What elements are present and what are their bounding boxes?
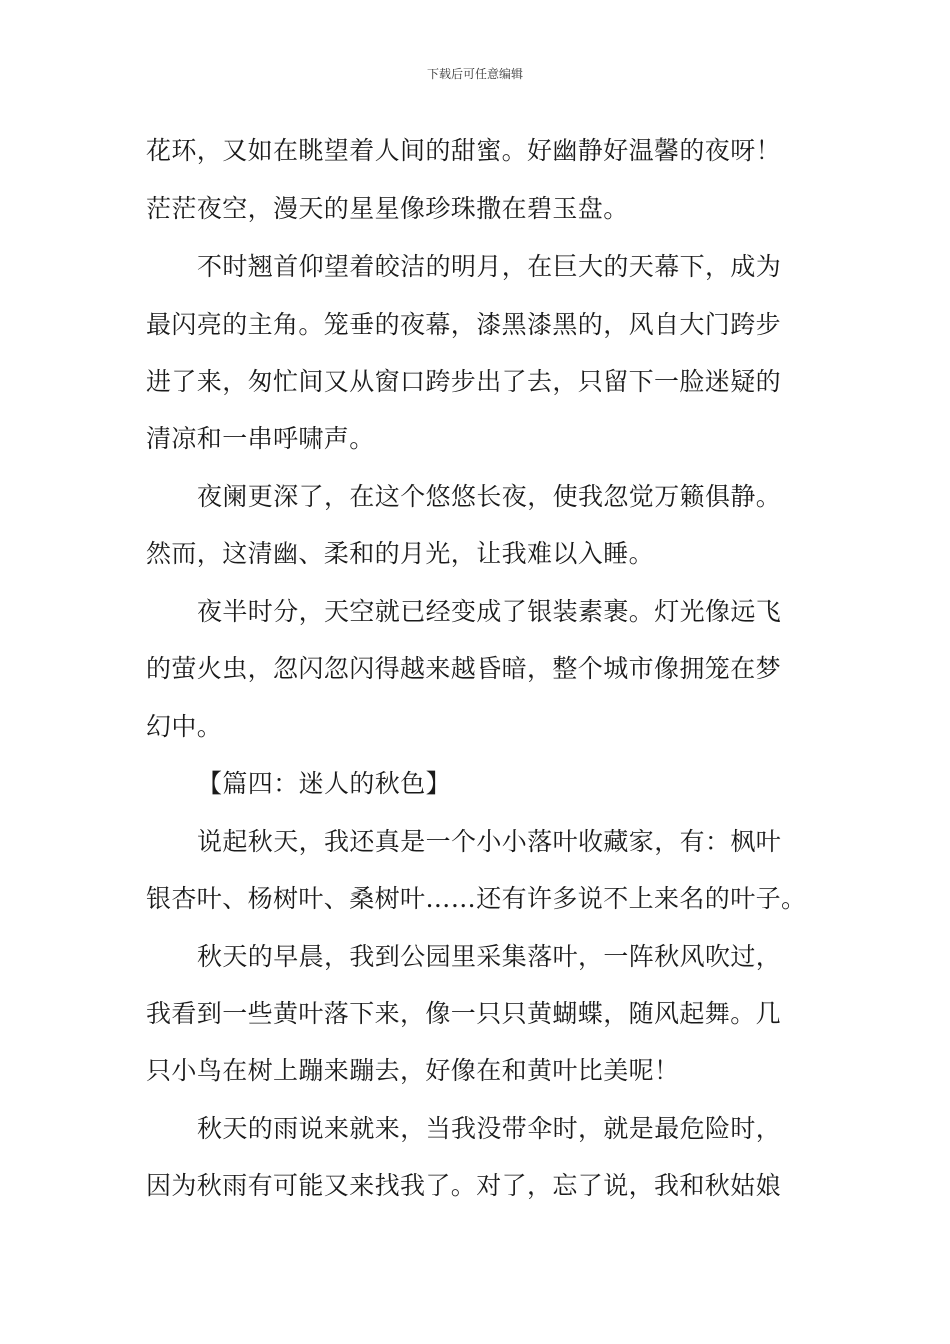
text-line: 夜半时分，天空就已经变成了银装素裹。灯光像远飞 <box>197 597 782 626</box>
text-line: 清凉和一串呼啸声。 <box>146 424 375 453</box>
text-line: 不时翘首仰望着皎洁的明月，在巨大的天幕下，成为 <box>197 252 782 281</box>
text-line: 说起秋天，我还真是一个小小落叶收藏家，有：枫叶 <box>197 827 782 856</box>
text-line: 秋天的雨说来就来，当我没带伞时，就是最危险时， <box>197 1114 782 1143</box>
text-line: 我看到一些黄叶落下来，像一只只黄蝴蝶，随风起舞。几 <box>146 999 782 1028</box>
text-line: 秋天的早晨，我到公园里采集落叶，一阵秋风吹过， <box>197 942 782 971</box>
text-line: 茫茫夜空，漫天的星星像珍珠撒在碧玉盘。 <box>146 194 629 223</box>
text-line: 进了来，匆忙间又从窗口跨步出了去，只留下一脸迷疑的 <box>146 367 782 396</box>
text-line: 的萤火虫，忽闪忽闪得越来越昏暗，整个城市像拥笼在梦 <box>146 654 782 683</box>
text-line: 最闪亮的主角。笼垂的夜幕，漆黑漆黑的，风自大门跨步 <box>146 310 782 339</box>
text-line: 夜阑更深了，在这个悠悠长夜，使我忽觉万籁俱静。 <box>197 482 782 511</box>
text-line: 花环，又如在眺望着人间的甜蜜。好幽静好温馨的夜呀！ <box>146 136 782 165</box>
text-line: 因为秋雨有可能又来找我了。对了，忘了说，我和秋姑娘 <box>146 1171 782 1200</box>
section-heading: 【篇四：迷人的秋色】 <box>197 769 452 798</box>
text-line: 然而，这清幽、柔和的月光，让我难以入睡。 <box>146 539 655 568</box>
text-line: 银杏叶、杨树叶、桑树叶……还有许多说不上来名的叶子。 <box>146 884 807 913</box>
page-header: 下载后可任意编辑 <box>426 67 523 81</box>
text-line: 只小鸟在树上蹦来蹦去，好像在和黄叶比美呢！ <box>146 1056 680 1085</box>
text-line: 幻中。 <box>146 712 223 741</box>
